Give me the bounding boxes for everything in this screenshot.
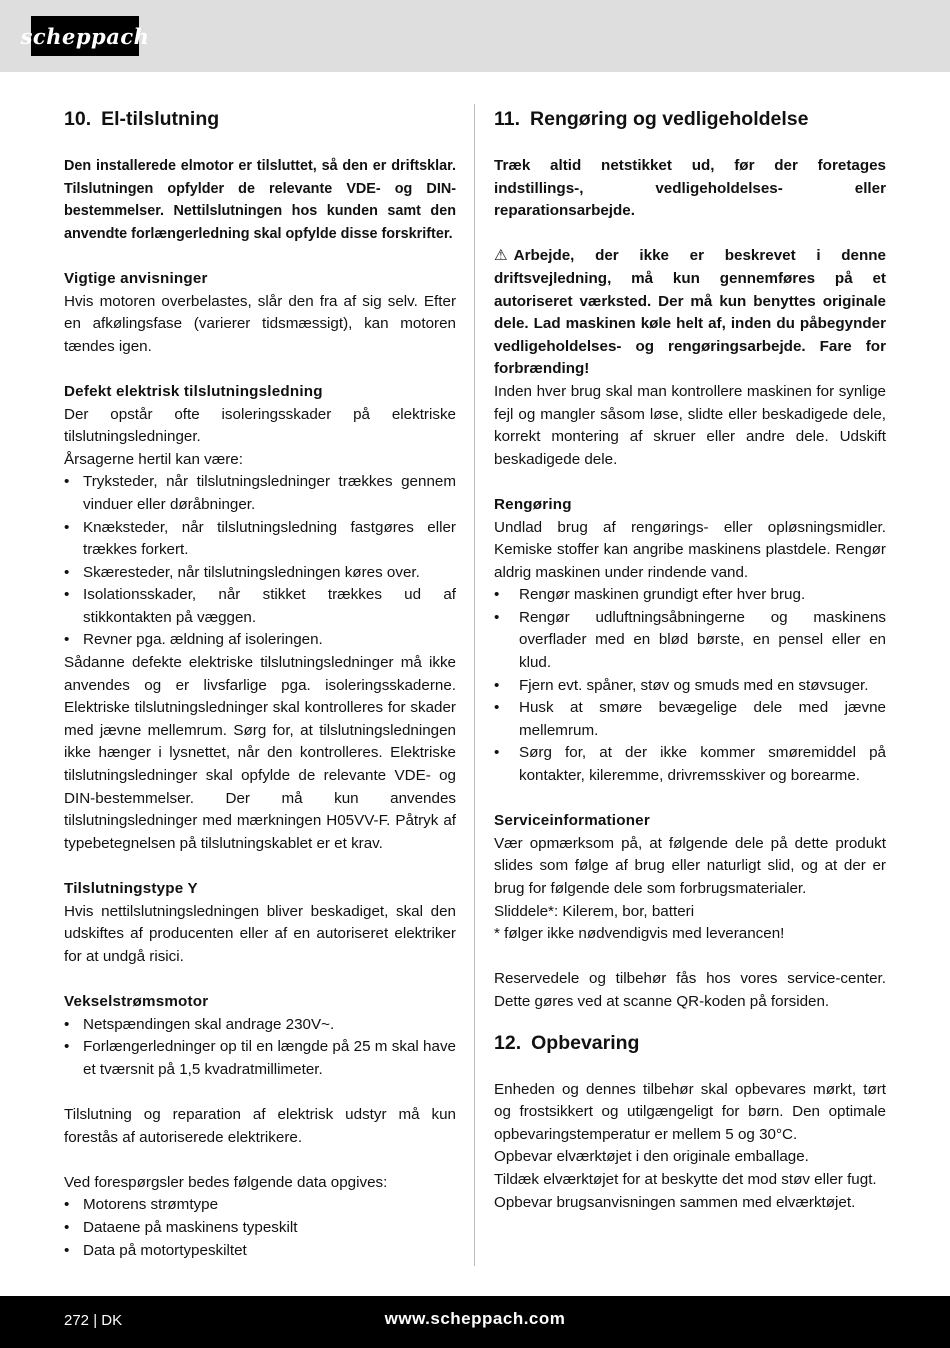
column-divider [474,104,475,1266]
subheading-defekt: Defekt elektrisk tilslutningsledning [64,382,323,400]
section-number: 10. [64,108,92,130]
right-column [494,104,886,1214]
veksel-list [64,1014,456,1082]
list-item: • Isolationsskader, når stikket trækkes ud af stikkontakten på væggen. [64,584,456,629]
storage-paragraph-4: Opbevar brugsanvisningen sammen med elværktøjet. [494,1193,856,1211]
storage-paragraph-1: Enheden og dennes tilbehør skal opbevares mørkt, tørt og frostsikkert og utilgængeligt for børn. Den optimale opbevaringstemperatur er mellem 5 og 30°C. [494,1080,886,1143]
warning-paragraph [494,245,886,381]
warning-triangle-icon: ⚠ [494,247,508,265]
defekt-paragraph: Der opstår ofte isoleringsskader på elektriske tilslutningsledninger. [64,405,456,446]
left-column [64,104,456,1262]
list-item: • Knæksteder, når tilslutningsledning fastgøres eller trækkes forkert. [64,517,456,562]
section-heading: Opbevaring [531,1031,640,1054]
subheading-vigtige: Vigtige anvisninger [64,269,208,287]
section-number: 12. [494,1031,522,1054]
wear-parts: Sliddele*: Kilerem, bor, batteri [494,902,695,920]
intro-warning-paragraph: Træk altid netstikket ud, før der foretages indstillings-, vedligeholdelses- eller reparationsarbejde. [494,157,886,220]
page-number: 272 | DK [64,1312,123,1329]
list-item: • Dataene på maskinens typeskilt [64,1217,456,1240]
list-item: • Forlængerledninger op til en længde på 25 m skal have et tværsnit på 1,5 kvadratmillimeter. [64,1036,456,1081]
list-item: • Motorens strømtype [64,1194,456,1217]
storage-paragraph-2: Opbevar elværktøjet i den originale emballage. [494,1148,809,1166]
defekt-after-paragraph: Sådanne defekte elektriske tilslutningsledninger må ikke anvendes og er livsfarlige pga. isoleringsskaderne. Elektriske tilslutningsledninger skal kontrolleres for skader med jævne mellemrum. Sørg for, at tilslutningsledningen ikke hænger i lysnettet, når den kontrolleres. Elektriske tilslutningsledninger skal opfylde de relevante VDE- og DIN-bestemmelser. Der må kun anvendes tilslutningsledninger med mærkningen H05VV-F. Påtryk af typebetegnelsen på tilslutningskablet er et krav. [64,654,456,852]
subheading-service: Serviceinformationer [494,812,650,830]
spare-parts-paragraph: Reservedele og tilbehør fås hos vores service-center. Dette gøres ved at scanne QR-koden på forsiden. [494,970,886,1010]
repair-paragraph: Tilslutning og reparation af elektrisk udstyr må kun forestås af autoriserede elektrikere. [64,1105,456,1146]
vigtige-paragraph: Hvis motoren overbelastes, slår den fra af sig selv. Efter en afkølingsfase (varierer tidsmæssigt), kan motoren tændes igen. [64,292,456,355]
list-item: • Husk at smøre bevægelige dele med jævne mellemrum. [494,697,886,742]
subheading-tilslutningstype: Tilslutningstype Y [64,880,198,897]
list-item: • Tryksteder, når tilslutningsledninger trækkes gennem vinduer eller døråbninger. [64,471,456,516]
intro-paragraph: Den installerede elmotor er tilsluttet, så den er driftsklar. Tilslutningen opfylder de relevante VDE- og DIN-bestemmelser. Nettilslutningen hos kunden samt den anvendte forlængerledning skal opfylde disse forskrifter. [64,158,456,242]
footnote: * følger ikke nødvendigvis med leverancen! [494,925,785,943]
scheppach-logo: scheppach [31,16,139,56]
list-item: • Rengør maskinen grundigt efter hver brug. [494,584,886,607]
section-heading: El-tilslutning [101,108,220,130]
type-paragraph: Hvis nettilslutningsledningen bliver beskadiget, skal den udskiftes af producenten eller af en autoriseret elektriker for at undgå risici. [64,902,456,965]
inspect-paragraph: Inden hver brug skal man kontrollere maskinen for synlige fejl og mangler såsom løse, slidte eller beskadigede dele, korrekt montering af skruer eller andre dele. Udskift beskadigede dele. [494,382,886,468]
section-title-rengoering [494,104,886,134]
defekt-list [64,471,456,652]
storage-paragraph-3: Tildæk elværktøjet for at beskytte det mod støv eller fugt. [494,1170,877,1188]
section-title-el-tilslutning [64,104,456,134]
clean-list [494,584,886,787]
inquiry-paragraph: Ved forespørgsler bedes følgende data opgives: [64,1173,388,1191]
list-item: • Fjern evt. spåner, støv og smuds med en støvsuger. [494,675,886,698]
service-paragraph: Vær opmærksom på, at følgende dele på dette produkt slides som følge af brug eller naturligt slid, og at der er brug for følgende dele som forbrugsmaterialer. [494,834,886,897]
section-heading: Rengøring og vedligeholdelse [530,108,809,130]
list-item: • Sørg for, at der ikke kommer smøremiddel på kontakter, kileremme, drivremsskiver og borearme. [494,742,886,787]
list-item: • Data på motortypeskiltet [64,1240,456,1263]
header-bar [0,0,950,72]
list-item: • Rengør udluftningsåbningerne og maskinens overflader med en blød børste, en pensel eller en klud. [494,607,886,675]
clean-paragraph: Undlad brug af rengørings- eller opløsningsmidler. Kemiske stoffer kan angribe maskinens plastdele. Rengør aldrig maskinen under rindende vand. [494,518,886,581]
website-url: www.scheppach.com [384,1309,566,1328]
section-number: 11. [494,108,521,130]
subheading-vekselstroem: Vekselstrømsmotor [64,992,209,1010]
inquiry-list [64,1194,456,1262]
subheading-rengoering: Rengøring [494,495,572,513]
warning-text: Arbejde, der ikke er beskrevet i denne driftsvejledning, må kun gennemføres på et autoriseret værksted. Der må kun benyttes originale dele. Lad maskinen køle helt af, inden du påbegynder vedligeholdelses- og rengøringsarbejde. Fare for forbrænding! [494,247,886,378]
footer-bar [0,1296,950,1348]
list-item: • Skæresteder, når tilslutningsledningen køres over. [64,562,456,585]
list-item: • Revner pga. ældning af isoleringen. [64,629,456,652]
list-item: • Netspændingen skal andrage 230V~. [64,1014,456,1037]
defekt-causes: Årsagerne hertil kan være: [64,450,243,468]
section-title-opbevaring [494,1028,886,1058]
